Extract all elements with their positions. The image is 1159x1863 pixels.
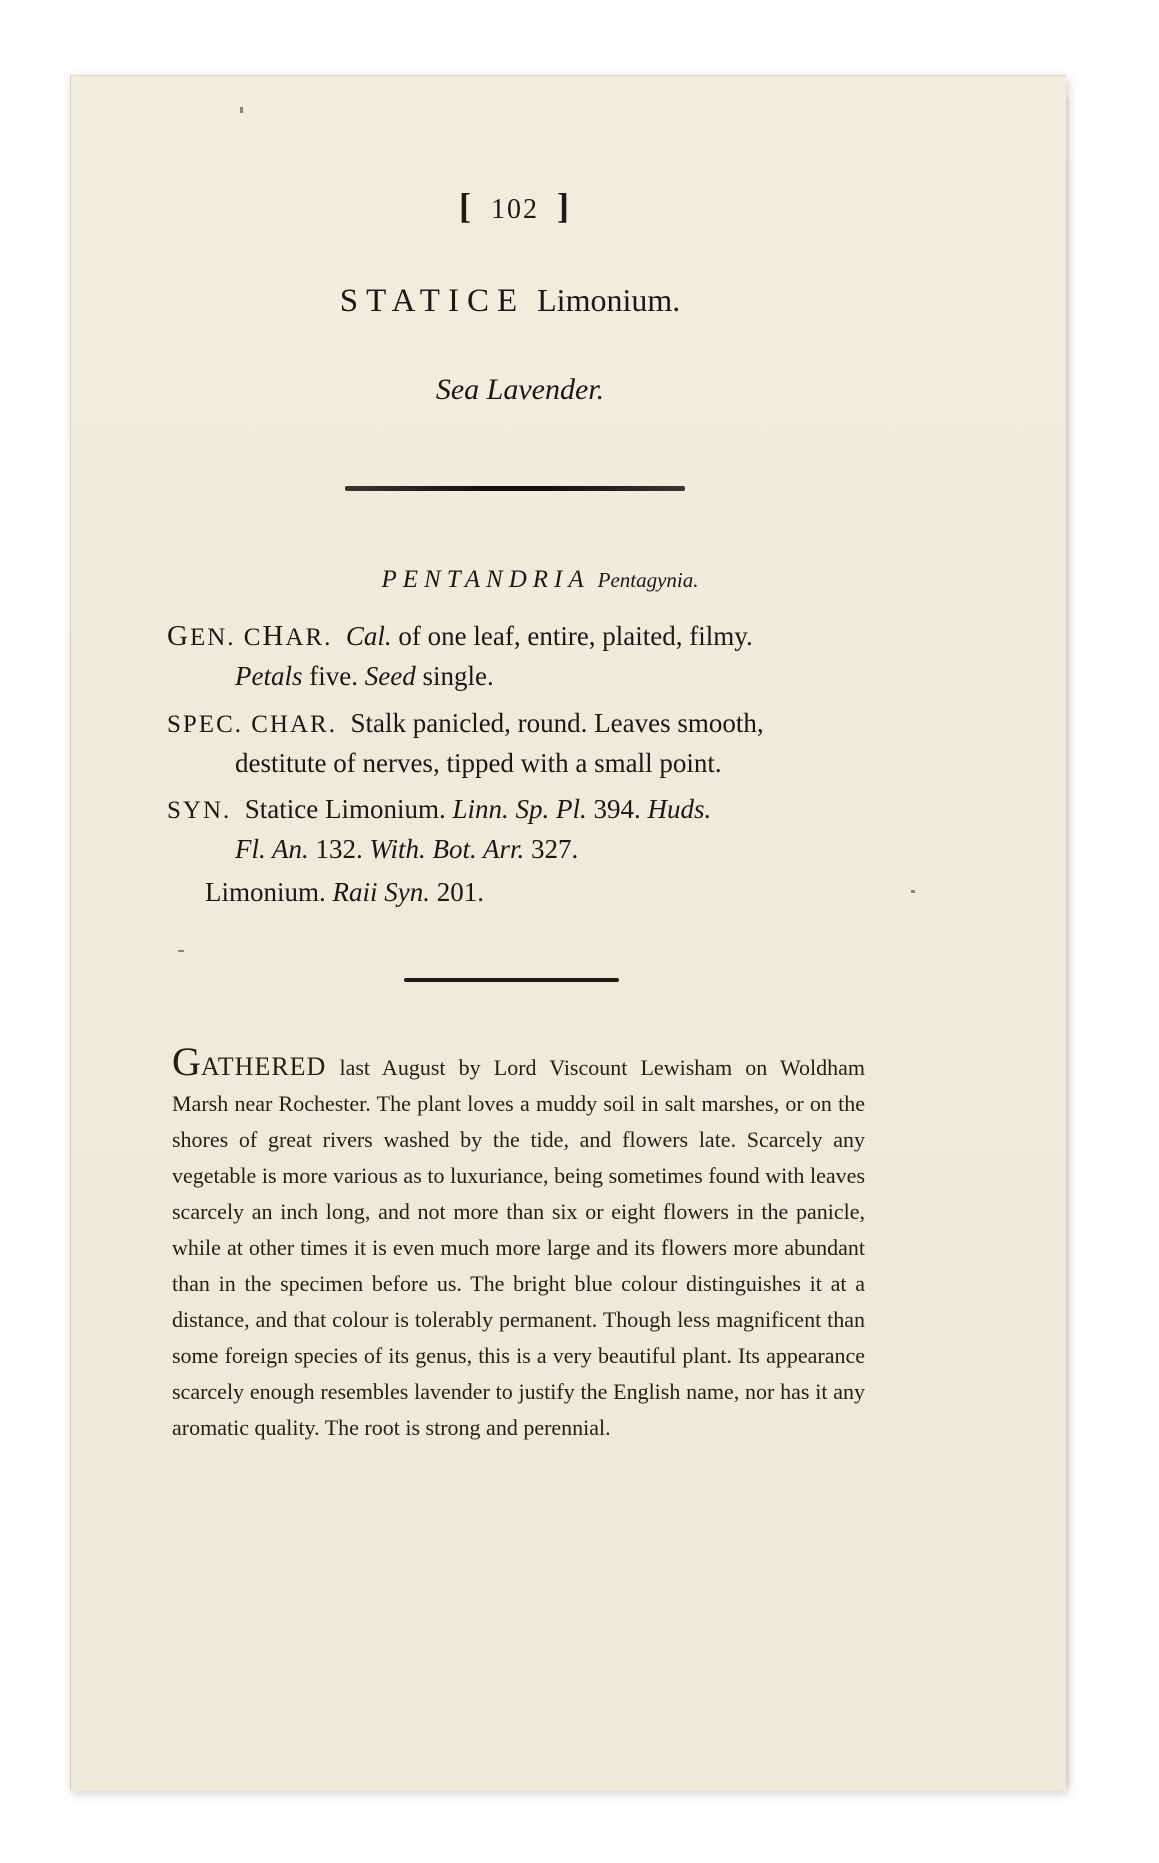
page-title <box>260 282 760 320</box>
species-name: Limonium. <box>537 282 681 318</box>
limonium-synonym: Limonium. Raii Syn. 201. <box>205 877 484 907</box>
order-name: Pentagynia. <box>597 568 699 592</box>
paper-blemish <box>911 890 915 893</box>
genus-name: STATICE <box>339 283 526 319</box>
paper-blemish <box>240 107 243 113</box>
common-name: Sea Lavender. <box>435 373 605 406</box>
paper-blemish <box>178 950 184 952</box>
page-number: [ 102 ] <box>459 186 571 226</box>
specific-character: SPEC. CHAR. Stalk panicled, round. Leaves smooth, destitute of nerves, tipped with a small point. <box>167 708 764 778</box>
synonyms: SYN. Statice Limonium. Linn. Sp. Pl. 394. Huds. Fl. An. 132. With. Bot. Arr. 327. <box>167 794 712 864</box>
syn-heading: SYN. <box>167 797 232 824</box>
classification <box>320 566 760 594</box>
divider-rule <box>345 486 685 491</box>
page-sheet <box>70 75 1066 1791</box>
gen-char-heading: GEN. CHAR. <box>167 620 333 652</box>
drop-cap: G <box>172 1039 201 1084</box>
generic-character: GEN. CHAR. Cal. of one leaf, entire, plaited, filmy. Petals five. Seed single. <box>167 620 753 691</box>
description-paragraph: GATHERED last August by Lord Viscount Lewisham on Woldham Marsh near Rochester. The plant loves a muddy soil in salt marshes, or on the shores of great rivers washed by the tide, and flowers late. Scarcely any vegetable is more various as to luxuriance, being sometimes found with leaves scarcely an inch long, and not more than six or eight flowers in the panicle, while at other times it is even much more large and its flowers more abundant than in the specimen before us. The bright blue colour distinguishes it at a distance, and that colour is tolerably permanent. Though less magnificent than some foreign species of its genus, this is a very beautiful plant. Its appearance scarcely enough resembles lavender to justify the English name, nor has it any aromatic quality. The root is strong and perennial. <box>172 1039 865 1440</box>
class-name: PENTANDRIA <box>381 566 590 593</box>
spec-char-heading: SPEC. CHAR. <box>167 711 337 738</box>
divider-rule-short <box>404 978 619 982</box>
